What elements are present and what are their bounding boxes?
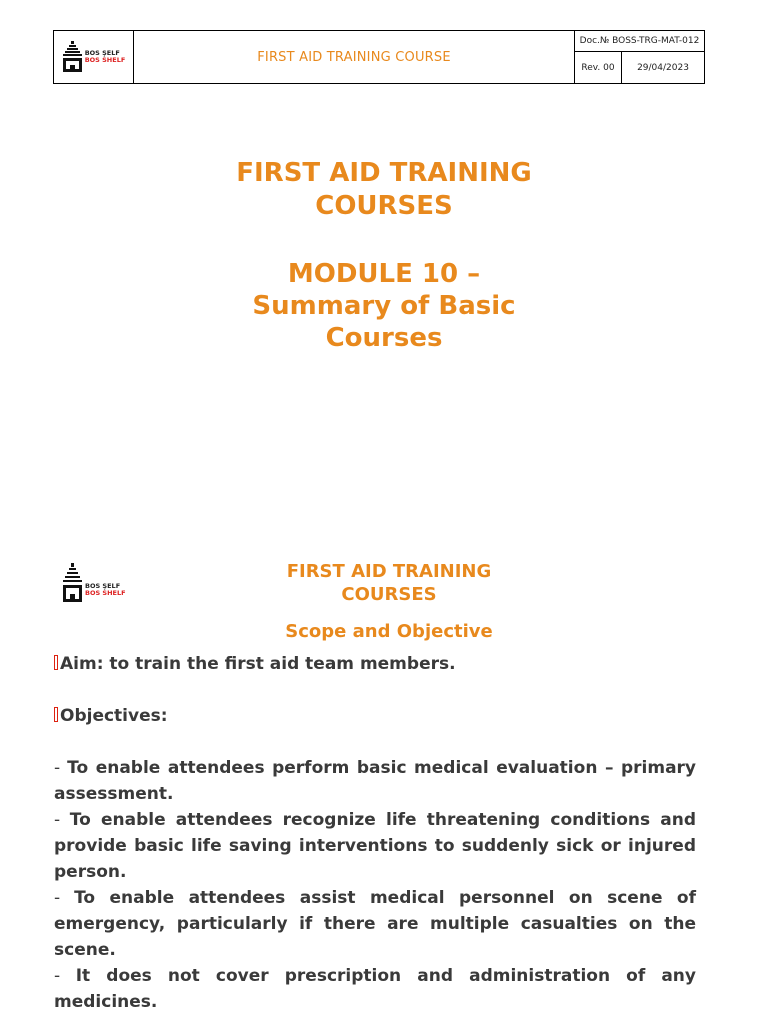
cover-title <box>0 157 768 223</box>
doc-date: 29/04/2023 <box>637 62 689 73</box>
list-item: - To enable attendees assist medical personnel on scene of emergency, particularly if there are multiple casualties on the scene. <box>54 888 696 960</box>
header-meta <box>574 31 704 83</box>
logo-tower-icon <box>62 41 84 73</box>
objectives-heading-text: Objectives: <box>60 706 168 726</box>
section-subtitle: Scope and Objective <box>285 621 493 642</box>
list-item: - To enable attendees perform basic medical evaluation – primary assessment. <box>54 758 697 804</box>
company-logo <box>62 41 126 73</box>
module-title-line1: MODULE 10 – <box>287 259 481 289</box>
section-title <box>5 560 768 606</box>
objectives-list <box>54 755 696 1015</box>
cover-title-line2: COURSES <box>315 191 453 221</box>
objectives-heading <box>54 703 696 729</box>
list-item: - To enable attendees recognize life threatening conditions and provide basic life saving interventions to suddenly sick or injured person. <box>54 810 696 882</box>
logo-text-line1: BOS ŞELF <box>85 582 121 590</box>
logo-text-line2: BOS SHELF <box>84 56 126 64</box>
document-header <box>53 30 705 84</box>
list-item: - It does not cover prescription and administration of any medicines. <box>54 966 696 1012</box>
module-title-line2: Summary of Basic <box>252 291 516 321</box>
module-title <box>0 258 768 354</box>
bullet-icon <box>54 707 58 722</box>
header-title: FIRST AID TRAINING COURSE <box>257 49 451 65</box>
logo-text-line2: BOS SHELF <box>85 589 126 597</box>
section-title-line1: FIRST AID TRAINING <box>286 561 492 582</box>
revision: Rev. 00 <box>575 52 622 83</box>
aim-paragraph <box>54 651 696 677</box>
section-title-line2: COURSES <box>341 584 437 605</box>
header-logo-cell <box>54 31 134 83</box>
aim-text: Aim: to train the first aid team members. <box>60 654 456 674</box>
doc-number: Doc.№ BOSS-TRG-MAT-012 <box>575 31 704 52</box>
logo-text-line1: BOS ŞELF <box>84 49 120 57</box>
cover-title-line1: FIRST AID TRAINING <box>236 158 532 188</box>
bullet-icon <box>54 655 58 670</box>
module-title-line3: Courses <box>325 323 443 353</box>
